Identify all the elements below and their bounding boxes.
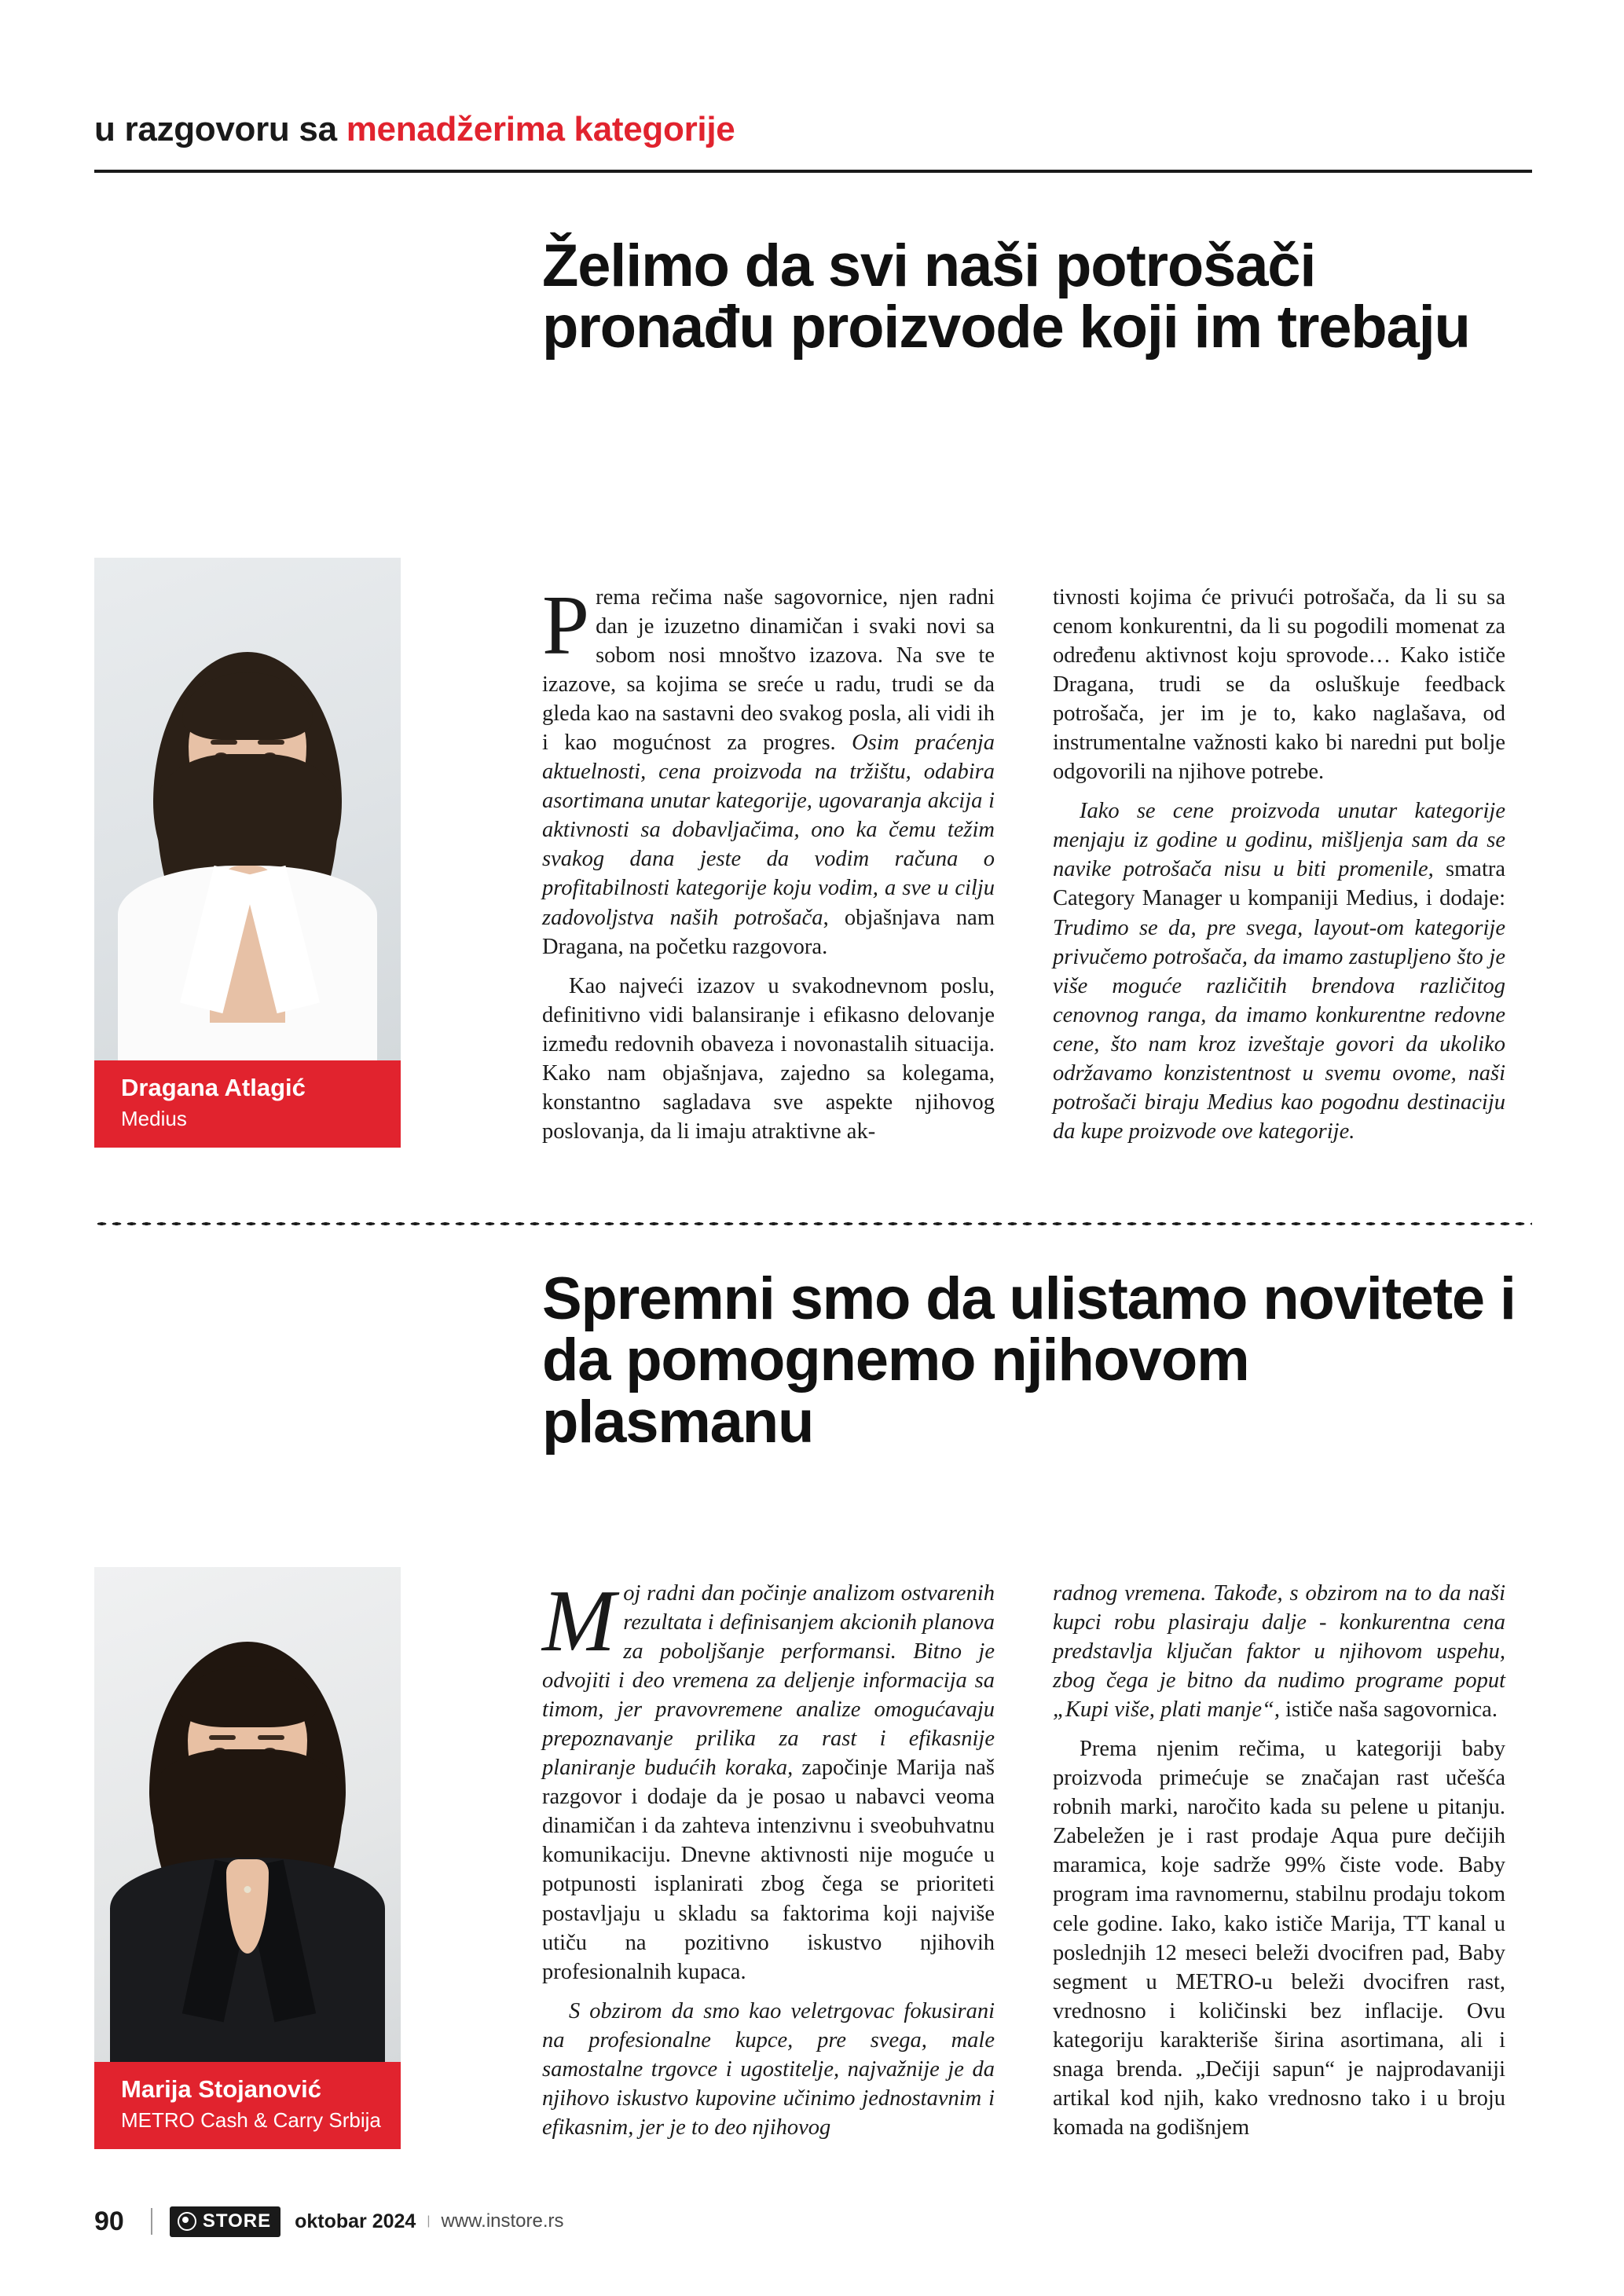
article-1-column-2 <box>1053 583 1505 1146</box>
paragraph-tail: ističe naša sagovornica. <box>1279 1697 1498 1723</box>
paragraph: S obzirom da smo kao veletrgovac fokusirani na profesionalne kupce, pre svega, male samostalne trgovce i ugostitelje, najvažnije je da njihovo iskustvo kupovine učinimo jednostavnim i efikasnim, jer je to deo njihovog <box>542 1998 995 2140</box>
article-2-portrait-block <box>94 1567 401 2149</box>
article-2-column-2 <box>1053 1579 1505 2142</box>
brow-right <box>258 740 284 745</box>
caption-name: Dragana Atlagić <box>121 1074 306 1101</box>
paragraph <box>1053 1579 1505 1724</box>
article-2-headline: Spremni smo da ulistamo novitete i da pomognemo njihovom plasmanu <box>542 1265 1516 1456</box>
drop-cap: M <box>542 1573 616 1670</box>
caption-name: Marija Stojanović <box>121 2075 321 2103</box>
paragraph <box>1053 796 1505 1146</box>
caption-org: METRO Cash & Carry Srbija <box>121 2108 381 2133</box>
paragraph-text: rema rečima naše sagovornice, njen radni dan je izuzetno dinamičan i svaki novi sa sobom nosi mnoštvo izazova. Na sve te izazove, sa kojima se sreće u radu, trudi se da gleda kao na sastavni deo svakog posla, ali vidi ih i kao mogućnost za progres. <box>542 585 995 756</box>
page-header <box>94 110 1532 149</box>
paragraph <box>542 579 995 961</box>
paragraph-quote: oj radni dan počinje analizom ostvarenih rezultata i definisanjem akcionih planova za poboljšanje performansi. Bitno je odvojiti i deo vremena za deljenje informacija sa timom, jer pravovremene analize omogućavaju prepoznavanje prilika za rast i efikasnije planiranje budućih koraka, <box>542 1581 995 1781</box>
website-url[interactable]: www.instore.rs <box>441 2210 564 2232</box>
portrait-marija-stojanovic <box>94 1567 401 2062</box>
kicker-red-text: menadžerima kategorije <box>346 110 735 148</box>
caption-org: Medius <box>121 1107 187 1131</box>
section-divider-dotted <box>94 1221 1532 1226</box>
brand-logo <box>170 2206 280 2237</box>
kicker-black-text: u razgovoru sa <box>94 110 346 148</box>
paragraph-tail: započinje Marija naš razgovor i dodaje da je posao u nabavci veoma dinamičan i da zahteva intenzivnu i sveobuhvatnu komunikaciju. Dnevne aktivnosti nije moguće u potpunosti isplanirati zbog čega se prioriteti postavljaju u skladu sa faktorima koji najviše utiču na pozitivno iskustvo njihovih profesionalnih kupaca. <box>542 1756 995 1984</box>
paragraph-quote: Osim praćenja aktuelnosti, cena proizvoda na tržištu, odabira asortimana unutar kategorije, ugovaranja akcija i aktivnosti sa dobavljačima, ono ka čemu težim svakog dana jeste da vodim računa o profitabilnosti kategorije koju vodim, a sve u cilju zadovoljstva naših potrošača <box>542 731 995 930</box>
section-kicker <box>94 110 1532 149</box>
copyright-icon <box>178 2212 196 2231</box>
article-1-caption <box>94 1060 401 1148</box>
issue-date: oktobar 2024 <box>295 2210 416 2232</box>
brow-left <box>211 740 237 745</box>
paragraph <box>542 1573 995 1987</box>
article-1-column-1 <box>542 579 995 1146</box>
page-number: 90 <box>94 2206 124 2236</box>
brow-right <box>258 1735 284 1740</box>
paragraph: tivnosti kojima će privući potrošača, da li su sa cenom konkurentni, da li su pogodili momenat za određenu aktivnost koju sprovode… Kako ističe Dragana, trudi se da osluškuje feedback potrošača, jer im je to, kako naglašava, od instrumentalne važnosti kako bi naredni put bolje odgovorili na njihove potrebe. <box>1053 585 1505 785</box>
paragraph-tail: , objašnjava nam Dragana, na početku razgovora. <box>542 905 995 959</box>
paragraph: Prema njenim rečima, u kategoriji baby proizvoda primećuje se značajan rast učešća robnih marki, naročito kada su pelene u pitanju. Zabeležen je i rast prodaje Aqua pure dečijih maramica, koje sadrže 99% čiste vode. Baby program ima ravnomernu, stabilnu prodaju tokom cele godine. Iako, kako ističe Marija, TT kanal u poslednjih 12 meseci beleži dvocifren pad, Baby segment u METRO-u beleži dvocifren rast, vrednosno i količinski bez inflacije. Ovu kategoriju karakteriše širina asortimana, ali i snaga brenda. „Dečiji sapun“ je najprodavaniji artikal kod njih, kako vrednosno tako i u broju komada na godišnjem <box>1053 1737 1505 2140</box>
brand-name: STORE <box>202 2210 272 2232</box>
page-footer <box>94 2203 1532 2239</box>
footer-divider <box>151 2208 152 2235</box>
article-2-caption <box>94 2062 401 2149</box>
drop-cap: P <box>542 579 590 672</box>
paragraph-quote: Iako se cene proizvoda unutar kategorije menjaju iz godine u godinu, mišljenja sam da se navike potrošača nisu u biti promenile, <box>1053 799 1505 882</box>
portrait-dragana-atlagic <box>94 558 401 1060</box>
article-2-column-1 <box>542 1573 995 2142</box>
paragraph-quote: radnog vremena. Takođe, s obzirom na to da naši kupci robu plasiraju dalje - konkurentna cena predstavlja ključan faktor u njihovom uspehu, zbog čega je bitno da nudimo programe poput „Kupi više, plati manje“, <box>1053 1581 1505 1723</box>
brow-left <box>209 1735 236 1740</box>
article-1-portrait-block <box>94 558 401 1148</box>
article-1-headline: Želimo da svi naši potrošači pronađu proizvode koji im trebaju <box>542 233 1470 361</box>
footer-pipe: | <box>427 2214 431 2228</box>
paragraph-quote-2: Trudimo se da, pre svega, layout-om kategorije privučemo potrošača, da imamo zastupljeno što je više moguće različitih brendova različitog cenovnog ranga, da imamo konkurentne redovne cene, što nam kroz izveštaje govori da ukoliko održavamo konzistentnost u svemu ovome, naši potrošači biraju Medius kao pogodnu destinaciju da kupe proizvode ove kategorije. <box>1053 915 1505 1144</box>
header-divider <box>94 170 1532 173</box>
paragraph: Kao najveći izazov u svakodnevnom poslu, definitivno vidi balansiranje i efikasno delovanje između redovnih obaveza i novonastalih situacija. Kako nam objašnjava, zajedno sa kolegama, konstantno sagladava sve aspekte njihovog poslovanja, da li imaju atraktivne ak- <box>542 973 995 1144</box>
necklace-pendant <box>244 1886 251 1893</box>
paragraph-mid: smatra Category Manager u kompaniji Medius, i dodaje: <box>1053 857 1506 911</box>
